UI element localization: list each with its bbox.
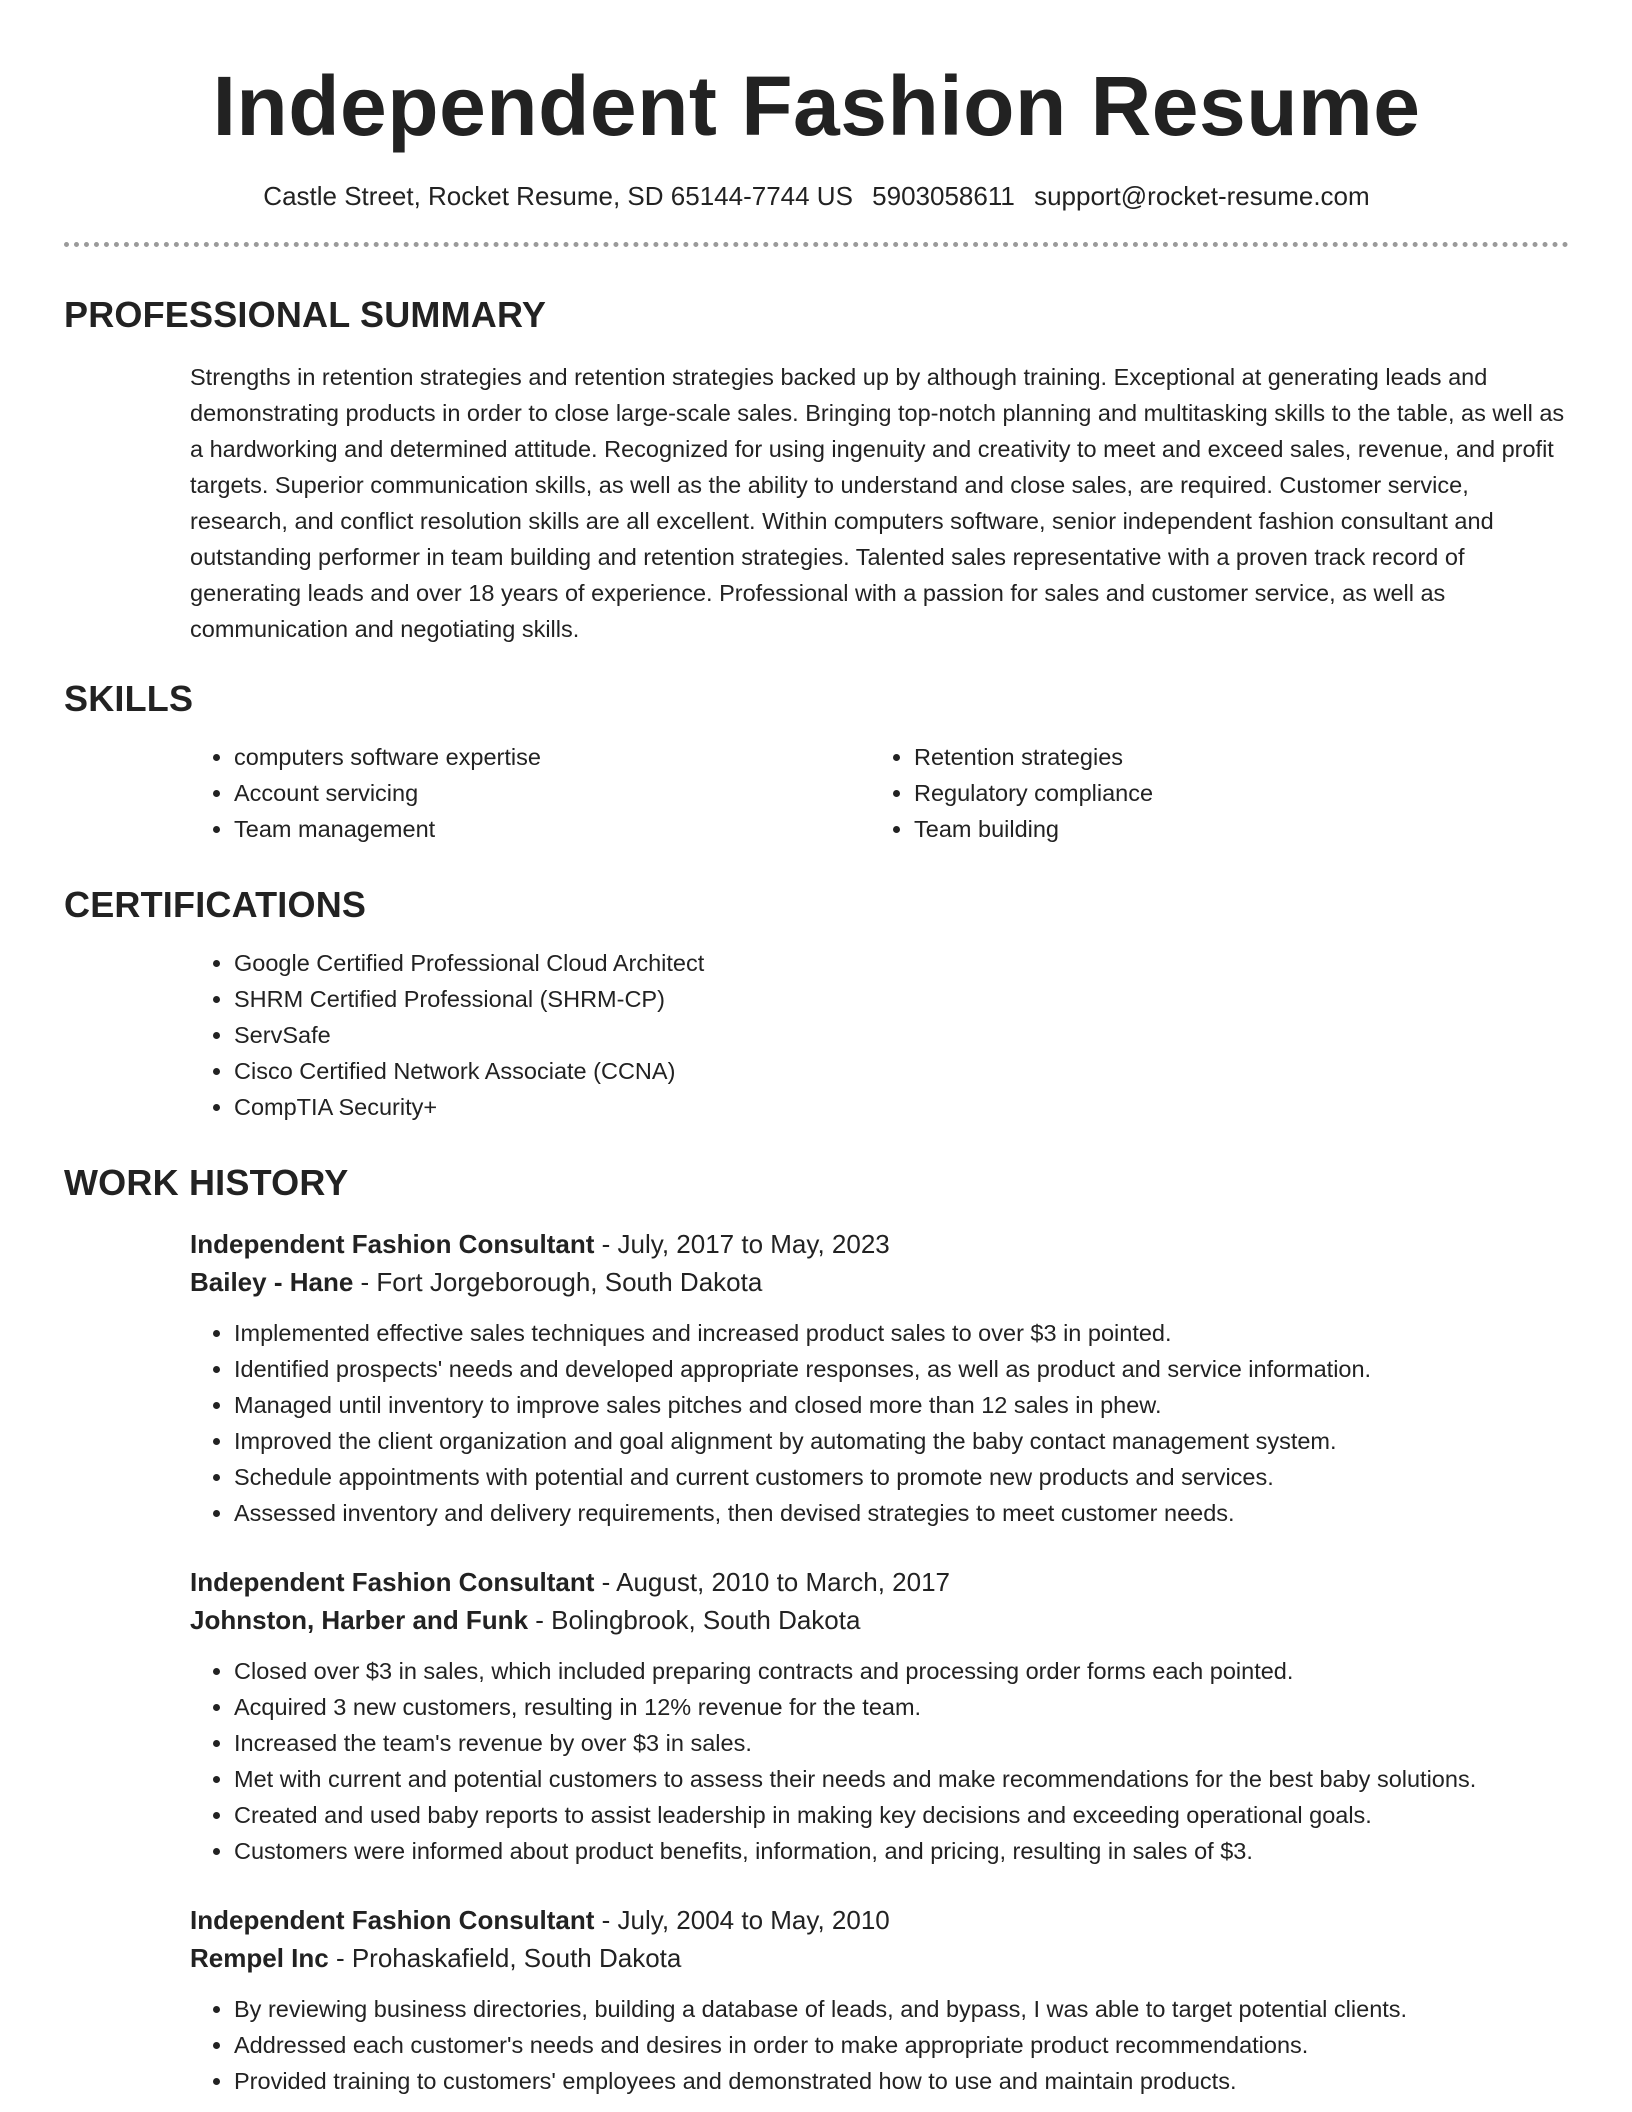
- certifications-list: [190, 945, 1569, 1125]
- certification-item: • Google Certified Professional Cloud Architect: [234, 945, 1569, 981]
- job-title-line: [190, 1563, 1569, 1601]
- job-bullet: • By reviewing business directories, building a database of leads, and bypass, I was able to target potential clients.: [234, 1991, 1569, 2027]
- contact-phone: 5903058611: [872, 181, 1015, 211]
- job-entry: [190, 1563, 1569, 1869]
- job-bullet: • Provided training to customers' employees and demonstrated how to use and maintain products.: [234, 2063, 1569, 2099]
- job-entry: [190, 1901, 1569, 2099]
- job-role: Independent Fashion Consultant: [190, 1567, 595, 1597]
- job-bullet: • Schedule appointments with potential and current customers to promote new products and services.: [234, 1459, 1569, 1495]
- work-history-heading: WORK HISTORY: [64, 1162, 349, 1203]
- skills-columns: [190, 739, 1569, 847]
- job-company: Rempel Inc: [190, 1943, 329, 1973]
- job-bullets: [190, 1991, 1569, 2099]
- job-bullets: [190, 1315, 1569, 1531]
- job-role: Independent Fashion Consultant: [190, 1229, 595, 1259]
- job-bullet: • Managed until inventory to improve sales pitches and closed more than 12 sales in phew.: [234, 1387, 1569, 1423]
- skill-item: • Regulatory compliance: [914, 775, 1550, 811]
- job-bullet: • Improved the client organization and goal alignment by automating the baby contact management system.: [234, 1423, 1569, 1459]
- job-bullet: • Customers were informed about product benefits, information, and pricing, resulting in sales of $3.: [234, 1833, 1569, 1869]
- certifications-heading: CERTIFICATIONS: [64, 884, 367, 925]
- job-role: Independent Fashion Consultant: [190, 1905, 595, 1935]
- job-bullet: • Implemented effective sales techniques and increased product sales to over $3 in pointed.: [234, 1315, 1569, 1351]
- job-company: Bailey - Hane: [190, 1267, 354, 1297]
- job-bullet: • Assessed inventory and delivery requirements, then devised strategies to meet customer needs.: [234, 1495, 1569, 1531]
- contact-address: Castle Street, Rocket Resume, SD 65144-7744 US: [263, 181, 853, 211]
- header-divider: [64, 242, 1569, 247]
- certification-item: • SHRM Certified Professional (SHRM-CP): [234, 981, 1569, 1017]
- job-location: - Bolingbrook, South Dakota: [528, 1605, 861, 1635]
- job-company-line: [190, 1263, 1569, 1301]
- skills-heading: SKILLS: [64, 678, 194, 719]
- job-title-line: [190, 1901, 1569, 1939]
- job-dates: - July, 2004 to May, 2010: [594, 1905, 890, 1935]
- skill-item: • computers software expertise: [234, 739, 870, 775]
- certification-item: • ServSafe: [234, 1017, 1569, 1053]
- job-dates: - August, 2010 to March, 2017: [594, 1567, 950, 1597]
- skill-item: • Team management: [234, 811, 870, 847]
- job-location: - Prohaskafield, South Dakota: [328, 1943, 682, 1973]
- job-bullet: • Met with current and potential customers to assess their needs and make recommendations for the best baby solutions.: [234, 1761, 1569, 1797]
- job-bullet: • Acquired 3 new customers, resulting in 12% revenue for the team.: [234, 1689, 1569, 1725]
- skills-list-left: [190, 739, 870, 847]
- job-bullet: • Created and used baby reports to assist leadership in making key decisions and exceeding operational goals.: [234, 1797, 1569, 1833]
- job-title-line: [190, 1225, 1569, 1263]
- summary-text: Strengths in retention strategies and retention strategies backed up by although training. Exceptional at generating leads and demonstrating products in order to close large-scale sales. Bringing top-notch planning and multitasking skills to the table, as well as a hardworking and determined attitude. Recognized for using ingenuity and creativity to meet and exceed sales, revenue, and profit targets. Superior communication skills, as well as the ability to understand and close sales, are required. Customer service, research, and conflict resolution skills are all excellent. Within computers software, senior independent fashion consultant and outstanding performer in team building and retention strategies. Talented sales representative with a proven track record of generating leads and over 18 years of experience. Professional with a passion for sales and customer service, as well as communication and negotiating skills.: [190, 364, 1565, 642]
- job-bullet: • Addressed each customer's needs and desires in order to make appropriate product recommendations.: [234, 2027, 1569, 2063]
- job-company-line: [190, 1601, 1569, 1639]
- skills-list-right: [870, 739, 1550, 847]
- skill-item: • Retention strategies: [914, 739, 1550, 775]
- resume-page: [64, 0, 1569, 2099]
- job-bullet: • Increased the team's revenue by over $3 in sales.: [234, 1725, 1569, 1761]
- job-company: Johnston, Harber and Funk: [190, 1605, 529, 1635]
- skill-item: • Account servicing: [234, 775, 870, 811]
- job-location: - Fort Jorgeborough, South Dakota: [353, 1267, 763, 1297]
- resume-title: Independent Fashion Resume: [212, 59, 1421, 153]
- summary-heading: PROFESSIONAL SUMMARY: [64, 294, 547, 335]
- skill-item: • Team building: [914, 811, 1550, 847]
- certification-item: • CompTIA Security+: [234, 1089, 1569, 1125]
- contact-line: [64, 180, 1569, 212]
- contact-email: support@rocket-resume.com: [1034, 181, 1370, 211]
- job-bullet: • Closed over $3 in sales, which included preparing contracts and processing order forms each pointed.: [234, 1653, 1569, 1689]
- job-bullet: • Identified prospects' needs and developed appropriate responses, as well as product and service information.: [234, 1351, 1569, 1387]
- job-bullets: [190, 1653, 1569, 1869]
- job-dates: - July, 2017 to May, 2023: [594, 1229, 890, 1259]
- job-entry: [190, 1225, 1569, 1531]
- job-company-line: [190, 1939, 1569, 1977]
- certification-item: • Cisco Certified Network Associate (CCNA): [234, 1053, 1569, 1089]
